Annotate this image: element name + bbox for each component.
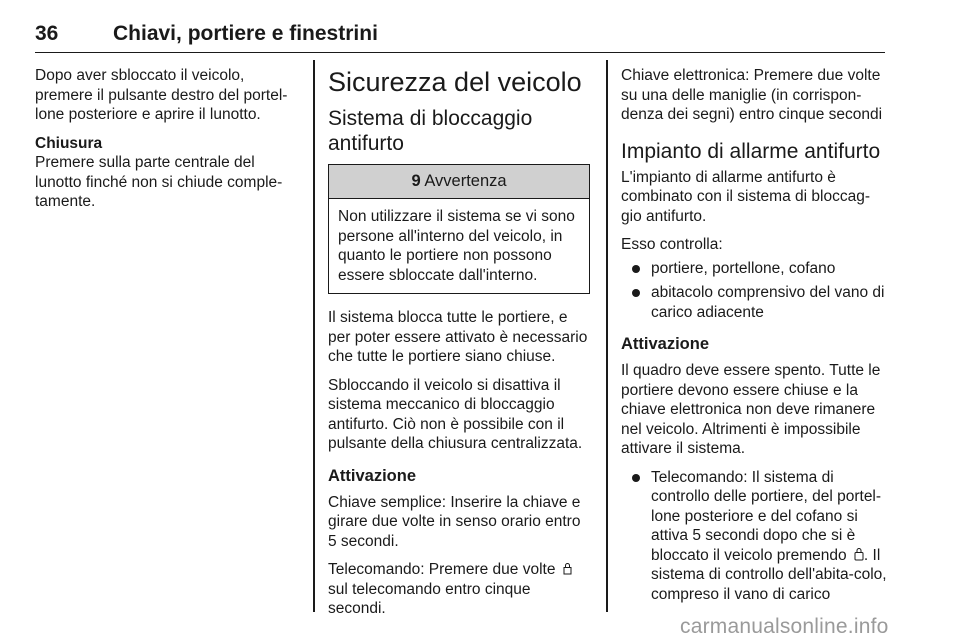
section-title-alarm: Impianto di allarme antifurto [621,139,881,163]
list-item: abitacolo comprensivo del vano di carico adiacente [621,283,887,322]
bullet-list [621,468,887,605]
section-subtitle: Sistema di bloccaggio antifurto [328,107,533,155]
list-item: portiere, portellone, cofano [621,259,887,279]
paragraph: Premere sulla parte centrale del lunotto finché non si chiude comple-tamente. [35,154,283,210]
warning-box [328,164,590,294]
warning-header [329,165,589,199]
paragraph: Dopo aver sbloccato il veicolo, premere il pulsante destro del portel-lone posteriore e aprire il lunotto. [35,67,288,123]
subheading-chiusura: Chiusura [35,134,103,152]
section-title: Sicurezza del veicolo [328,67,582,97]
column-divider [606,60,608,612]
list-item-text: Telecomando: Il sistema di controllo delle portiere, del portel-lone posteriore e del cofano si attiva 5 secondi dopo che si è bloccato il veicolo premendo [651,468,882,564]
paragraph: L'impianto di allarme antifurto è combinato con il sistema di bloccag-gio antifurto. [621,168,870,225]
paragraph: Il quadro deve essere spento. Tutte le portiere devono essere chiuse e la chiave elettronica non deve rimanere nel veicolo. Altrimenti è impossibile attivare il sistema. [621,362,881,457]
page-number: 36 [35,22,59,45]
paragraph-text: Telecomando: Premere due volte [328,561,556,578]
paragraph [328,560,590,619]
list-item-text: . Il sistema di controllo dell'abita-colo, compreso il vano di carico [651,546,887,603]
paragraph-text: sul telecomando entro cinque secondi. [328,580,531,617]
subheading-attivazione: Attivazione [328,466,417,485]
paragraph: Chiave elettronica: Premere due volte su una delle maniglie (in corrispon-denza dei segni) entro cinque secondi [621,67,883,123]
column-divider [313,60,315,612]
paragraph: Sbloccando il veicolo si disattiva il sistema meccanico di bloccaggio antifurto. Ciò non è possibile con il pulsante della chiusura centralizzata. [328,376,583,452]
watermark: carmanualsonline.info [680,615,889,638]
list-item [621,468,887,605]
paragraph: Esso controlla: [621,236,723,253]
lock-icon [563,562,572,575]
bullet-list [621,259,887,323]
warning-triangle-icon: 9 [411,172,421,190]
column-left [35,66,297,221]
paragraph: Chiave semplice: Inserire la chiave e girare due volte in senso orario entro 5 secondi. [328,493,581,550]
page-header [35,22,885,53]
column-right [621,66,887,614]
column-middle [328,66,590,628]
warning-title: Avvertenza [424,172,507,190]
paragraph: Il sistema blocca tutte le portiere, e per poter essere attivato è necessario che tutte le portiere siano chiuse. [328,309,588,365]
chapter-title: Chiavi, portiere e finestrini [113,22,378,45]
warning-text: Non utilizzare il sistema se vi sono persone all'interno del veicolo, in quanto le portiere non possono essere sbloccate dall'interno. [338,208,575,284]
subheading-attivazione: Attivazione [621,335,710,353]
lock-icon [854,547,864,561]
